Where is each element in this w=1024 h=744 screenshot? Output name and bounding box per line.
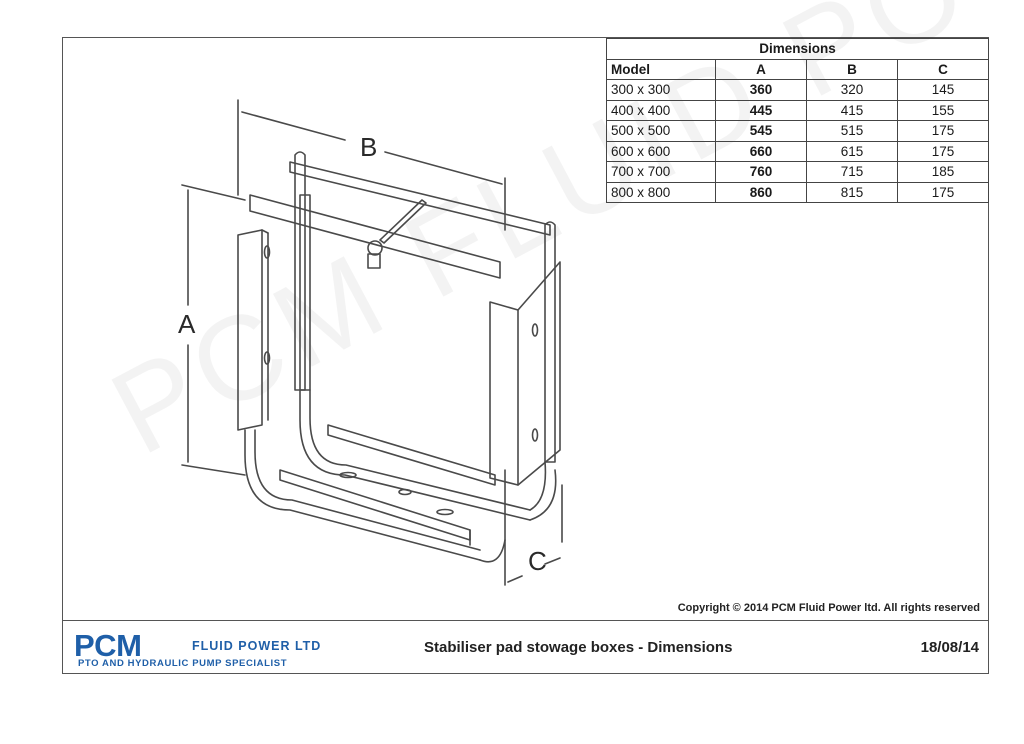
table-row bbox=[607, 121, 989, 142]
title-block bbox=[62, 620, 989, 674]
document-date: 18/08/14 bbox=[920, 639, 979, 656]
base-slot bbox=[437, 510, 453, 515]
dimensions-table-header bbox=[607, 59, 989, 80]
left-side-panel bbox=[238, 230, 262, 430]
base-slot bbox=[399, 490, 411, 495]
pcm-logo bbox=[74, 628, 344, 672]
table-row bbox=[607, 182, 989, 203]
header-b: B bbox=[807, 59, 898, 80]
dimensions-table bbox=[606, 38, 989, 203]
cell-c: 185 bbox=[898, 162, 989, 183]
cell-model: 700 x 700 bbox=[607, 162, 716, 183]
left-panel-slot bbox=[265, 352, 270, 364]
cell-model: 800 x 800 bbox=[607, 182, 716, 203]
table-row bbox=[607, 80, 989, 101]
cell-a: 860 bbox=[716, 182, 807, 203]
cell-model: 300 x 300 bbox=[607, 80, 716, 101]
cell-c: 175 bbox=[898, 182, 989, 203]
logo-tagline: PTO AND HYDRAULIC PUMP SPECIALIST bbox=[78, 658, 288, 669]
back-top-bar bbox=[290, 162, 550, 235]
cell-b: 415 bbox=[807, 100, 898, 121]
cell-b: 320 bbox=[807, 80, 898, 101]
front-top-bar bbox=[250, 195, 500, 278]
logo-main: PCM bbox=[74, 628, 142, 663]
cell-a: 445 bbox=[716, 100, 807, 121]
cell-b: 515 bbox=[807, 121, 898, 142]
header-a: A bbox=[716, 59, 807, 80]
cell-model: 400 x 400 bbox=[607, 100, 716, 121]
header-c: C bbox=[898, 59, 989, 80]
cell-c: 175 bbox=[898, 121, 989, 142]
cell-model: 600 x 600 bbox=[607, 141, 716, 162]
cell-a: 360 bbox=[716, 80, 807, 101]
table-row bbox=[607, 141, 989, 162]
cell-model: 500 x 500 bbox=[607, 121, 716, 142]
cell-a: 545 bbox=[716, 121, 807, 142]
cell-b: 715 bbox=[807, 162, 898, 183]
right-front-panel bbox=[490, 302, 518, 485]
cell-b: 815 bbox=[807, 182, 898, 203]
u-tube-back-inner bbox=[310, 390, 530, 510]
right-panel-slot bbox=[533, 429, 538, 441]
dimension-b-label: B bbox=[360, 132, 378, 162]
logo-sub: FLUID POWER LTD bbox=[192, 639, 322, 653]
cell-c: 145 bbox=[898, 80, 989, 101]
cell-c: 175 bbox=[898, 141, 989, 162]
copyright-notice: Copyright © 2014 PCM Fluid Power ltd. All rights reserved bbox=[677, 602, 980, 614]
dimension-b-line bbox=[238, 100, 505, 230]
cell-c: 155 bbox=[898, 100, 989, 121]
cell-a: 660 bbox=[716, 141, 807, 162]
stowage-box-drawing bbox=[150, 90, 590, 610]
back-right-post bbox=[545, 222, 555, 462]
document-title: Stabiliser pad stowage boxes - Dimensions bbox=[424, 639, 733, 656]
dimension-a-label: A bbox=[178, 309, 196, 339]
base-plate-back bbox=[328, 425, 495, 485]
cell-b: 615 bbox=[807, 141, 898, 162]
table-row bbox=[607, 162, 989, 183]
u-tube-back bbox=[300, 390, 530, 520]
table-row bbox=[607, 100, 989, 121]
header-model: Model bbox=[607, 59, 716, 80]
dimension-c-label: C bbox=[528, 546, 547, 576]
right-panel-slot bbox=[533, 324, 538, 336]
right-side-panel bbox=[518, 262, 560, 485]
left-panel-slot bbox=[265, 246, 270, 258]
cell-a: 760 bbox=[716, 162, 807, 183]
dimensions-table-caption: Dimensions bbox=[607, 39, 989, 60]
